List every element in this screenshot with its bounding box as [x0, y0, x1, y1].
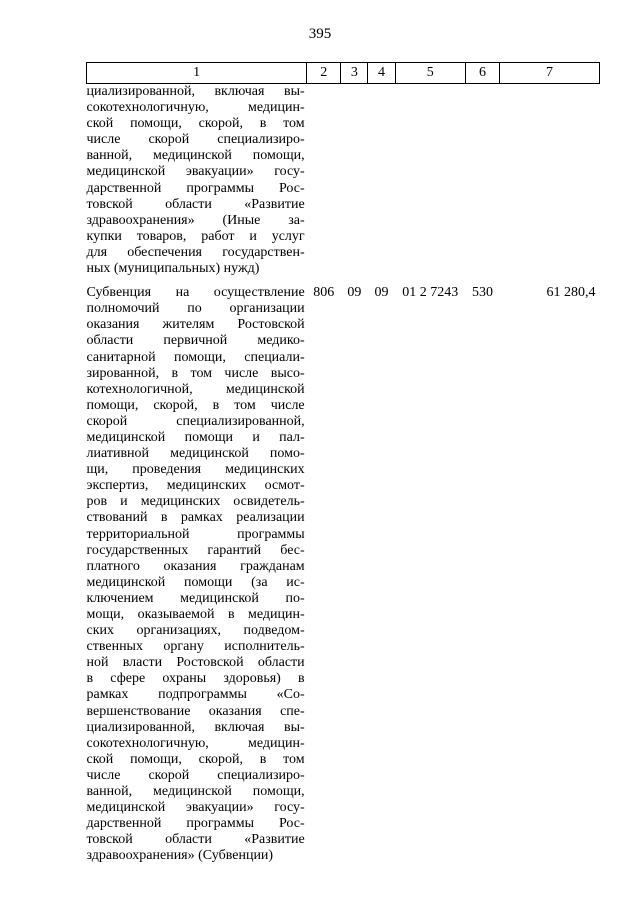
cell-subsection [368, 84, 395, 286]
header-col-2: 2 [307, 63, 341, 84]
description-line: ной власти Ростовской области [86, 655, 305, 671]
description-line: рамках подпрограммы «Со- [86, 687, 305, 703]
description-line: санитарной помощи, специали- [86, 349, 305, 365]
description-line: зированной, в том числе высо- [86, 365, 305, 381]
description-line: области первичной медико- [86, 333, 305, 349]
description-line: для обеспечения государствен- [86, 244, 305, 260]
cell-expense-type: 530 [472, 285, 493, 301]
cell-target-article: 01 2 7243 [402, 285, 459, 301]
description-line: медицинской помощи (за ис- [86, 574, 305, 590]
cell-section [341, 84, 368, 286]
description-line: ванной, медицинской помощи, [86, 784, 305, 800]
header-col-7: 7 [500, 63, 600, 84]
description-line: ных (муниципальных) нужд) [86, 261, 260, 277]
description-line: ской помощи, скорой, в том [86, 116, 305, 132]
description-line: дарственной программы Рос- [86, 816, 305, 832]
description-line: циализированной, включая вы- [86, 84, 305, 99]
description-line: щи, проведения медицинских [86, 462, 305, 478]
cell-amount [500, 84, 600, 286]
cell-expense-type [465, 84, 499, 286]
description-line: числе скорой специализиро- [86, 132, 305, 148]
cell-amount: 61 280,4 [546, 285, 596, 301]
table-header-row [87, 63, 600, 84]
description-line: Субвенция на осуществление [86, 285, 305, 301]
description-line: циализированной, включая вы- [86, 719, 305, 735]
description-line: полномочий по организации [86, 301, 305, 317]
description-line: товской области «Развитие [86, 832, 305, 848]
description-line: медицинской эвакуации» госу- [86, 800, 305, 816]
description-line: дарственной программы Рос- [86, 180, 305, 196]
description-line: числе скорой специализиро- [86, 767, 305, 783]
description-line: котехнологичной, медицинской [86, 381, 305, 397]
description-line: экспертиз, медицинских осмот- [86, 478, 305, 494]
description-line: сокотехнологичную, медицин- [86, 100, 305, 116]
table-body [87, 84, 600, 865]
header-col-1: 1 [87, 63, 307, 84]
description-line: здравоохранения» (Субвенции) [86, 848, 274, 864]
description-line: ствований в рамках реализации [86, 510, 305, 526]
cell-target-article [395, 84, 465, 286]
description-line: вершенствование оказания спе- [86, 703, 305, 719]
row-description [87, 285, 307, 864]
description-line: государственных гарантий бес- [86, 542, 305, 558]
description-line: платного оказания гражданам [86, 558, 305, 574]
header-col-4: 4 [368, 63, 395, 84]
description-line: ских организациях, подведом- [86, 623, 305, 639]
budget-table [86, 62, 600, 865]
description-line: ключением медицинской по- [86, 590, 305, 606]
row-description [87, 84, 307, 286]
description-line: товской области «Развитие [86, 196, 305, 212]
description-line: медицинской эвакуации» госу- [86, 164, 305, 180]
cell-subsection: 09 [374, 285, 389, 301]
cell-ministry-code [307, 84, 341, 286]
description-line: ской помощи, скорой, в том [86, 751, 305, 767]
description-line: ров и медицинских освидетель- [86, 494, 305, 510]
description-line: здравоохранения» (Иные за- [86, 212, 305, 228]
header-col-6: 6 [465, 63, 499, 84]
cell-section: 09 [347, 285, 362, 301]
page-number: 395 [308, 26, 332, 42]
description-line: сокотехнологичную, медицин- [86, 735, 305, 751]
description-line: в сфере охраны здоровья) в [86, 671, 305, 687]
description-line: лиативной медицинской помо- [86, 446, 305, 462]
description-line: медицинской помощи и пал- [86, 429, 305, 445]
table-row [87, 285, 600, 864]
table-row [87, 84, 600, 286]
description-line: мощи, оказываемой в медицин- [86, 607, 305, 622]
description-line: купки товаров, работ и услуг [86, 228, 305, 244]
description-line: скорой специализированной, [86, 413, 305, 429]
header-col-3: 3 [341, 63, 368, 84]
description-line: оказания жителям Ростовской [86, 317, 305, 333]
header-col-5: 5 [395, 63, 465, 84]
description-line: помощи, скорой, в том числе [86, 397, 305, 413]
description-line: территориальной программы [86, 526, 305, 542]
description-line: ственных органу исполнитель- [86, 639, 305, 655]
description-line: ванной, медицинской помощи, [86, 148, 305, 164]
cell-ministry-code: 806 [313, 285, 335, 301]
